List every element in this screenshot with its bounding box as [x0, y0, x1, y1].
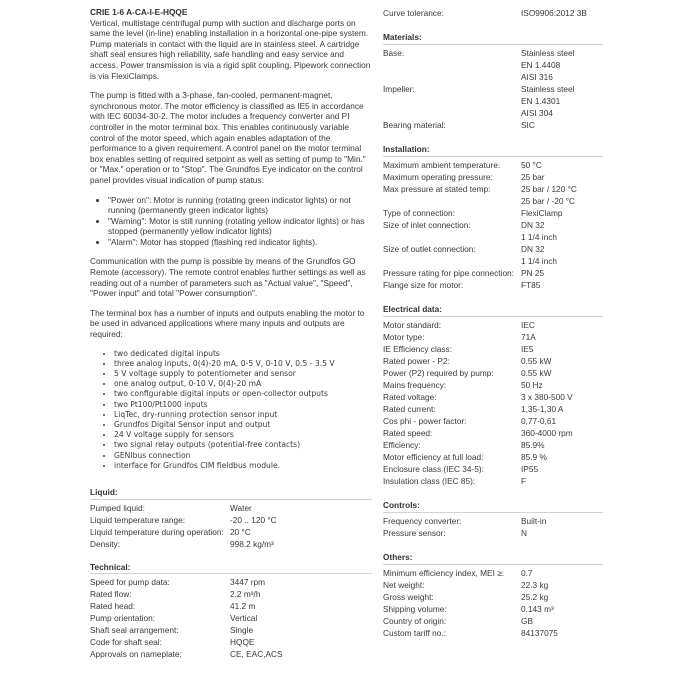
- list-item: • interface for Grundfos CIM fieldbus module.: [114, 461, 372, 471]
- row-label: Rated power - P2:: [383, 356, 450, 366]
- row-label: Base:: [383, 48, 405, 58]
- row-value: 25 bar / -20 °C: [521, 196, 576, 206]
- row-value: 0.55 kW: [521, 356, 552, 366]
- row-value: 0,77-0,61: [521, 416, 557, 426]
- divider: [90, 573, 372, 574]
- divider: [90, 499, 372, 500]
- table-row: [383, 219, 603, 231]
- row-value: DN 32: [521, 220, 545, 230]
- row-label: Maximum ambient temperature:: [383, 160, 501, 170]
- installation-heading: Installation:: [383, 144, 430, 154]
- row-label: Rated head:: [90, 601, 136, 612]
- row-value: AISI 316: [521, 72, 553, 82]
- row-label: Net weight:: [383, 580, 425, 590]
- table-row: [383, 83, 603, 95]
- controls-table: [383, 515, 603, 539]
- row-label: IE Efficiency class:: [383, 344, 453, 354]
- row-label: Mains frequency:: [383, 380, 447, 390]
- list-item: • two dedicated digital inputs: [114, 349, 372, 359]
- row-label: Speed for pump data:: [90, 577, 170, 588]
- row-value: GB: [521, 616, 533, 626]
- row-value: 25.2 kg: [521, 592, 549, 602]
- list-item: • one analog output, 0-10 V, 0(4)-20 mA: [114, 379, 372, 389]
- table-row: [383, 243, 603, 255]
- controls-heading: Controls:: [383, 500, 420, 510]
- row-value: HQQE: [230, 637, 255, 648]
- table-row: [383, 355, 603, 367]
- row-label: Motor standard:: [383, 320, 442, 330]
- row-label: Insulation class (IEC 85):: [383, 476, 476, 486]
- row-value: 2.2 m³/h: [230, 589, 261, 600]
- list-item: • two configurable digital inputs or open-collector outputs: [114, 389, 372, 399]
- left-column: [90, 7, 372, 660]
- row-label: Enclosure class (IEC 34-5):: [383, 464, 484, 474]
- row-value: 998.2 kg/m³: [230, 538, 274, 549]
- row-label: Gross weight:: [383, 592, 434, 602]
- row-value: 360-4000 rpm: [521, 428, 573, 438]
- table-row: [383, 343, 603, 355]
- table-row: [90, 588, 372, 600]
- row-label: Rated speed:: [383, 428, 433, 438]
- motor-paragraph: The pump is fitted with a 3-phase, fan-cooled, permanent-magnet, synchronous motor. The motor efficiency is classified as IE5 in accordance with IEC 60034-30-2. The motor includes a frequency converter and PI controller in the motor terminal box. This enables continuously variable control of the motor speed, which again enables adaptation of the performance to a given requirement. A control panel on the motor terminal box enables setting of required setpoint as well as setting of pump to "Min." or "Max." operation or to "Stop". The Grundfos Eye indicator on the control panel provides visual indication of pump status:: [90, 90, 366, 185]
- row-value: 85.9 %: [521, 452, 547, 462]
- table-row: [383, 183, 603, 195]
- curve-tolerance-table: [383, 7, 603, 19]
- row-value: SIC: [521, 120, 535, 130]
- table-row: [383, 627, 603, 639]
- row-value: Stainless steel: [521, 84, 575, 94]
- electrical-table: [383, 319, 603, 487]
- table-row: [383, 7, 603, 19]
- table-row: [383, 107, 603, 119]
- table-row: [383, 391, 603, 403]
- table-row: [383, 159, 603, 171]
- table-row: [383, 579, 603, 591]
- divider: [383, 512, 603, 513]
- row-label: Rated flow:: [90, 589, 132, 600]
- io-paragraph: The terminal box has a number of inputs and outputs enabling the motor to be used in advanced applications where many inputs and outputs are required:: [90, 307, 365, 340]
- others-table: [383, 567, 603, 639]
- table-row: [383, 171, 603, 183]
- row-value: DN 32: [521, 244, 545, 254]
- row-value: 0.7: [521, 568, 533, 578]
- table-row: [90, 636, 372, 648]
- row-value: 71A: [521, 332, 536, 342]
- table-row: [383, 403, 603, 415]
- row-label: Country of origin:: [383, 616, 447, 626]
- table-row: [90, 502, 372, 514]
- row-label: Custom tariff no.:: [383, 628, 447, 638]
- list-item: • "Power on": Motor is running (rotating green indicator lights) or not running (permanently green indicator lights): [108, 195, 372, 216]
- list-item: • 24 V voltage supply for sensors: [114, 430, 372, 440]
- row-value: IP55: [521, 464, 539, 474]
- table-row: [383, 267, 603, 279]
- table-row: [383, 567, 603, 579]
- table-row: [383, 463, 603, 475]
- liquid-heading: Liquid:: [90, 487, 118, 498]
- materials-table: [383, 47, 603, 131]
- row-label: Minimum efficiency index, MEI ≥:: [383, 568, 505, 578]
- row-value: 22.3 kg: [521, 580, 549, 590]
- others-heading: Others:: [383, 552, 413, 562]
- row-label: Pumped liquid:: [90, 502, 145, 513]
- table-row: [383, 527, 603, 539]
- table-row: [383, 515, 603, 527]
- row-label: Efficiency:: [383, 440, 421, 450]
- row-label: [383, 231, 521, 243]
- table-row: [383, 603, 603, 615]
- row-value: 1 1/4 inch: [521, 232, 557, 242]
- io-list: [96, 349, 372, 471]
- row-value: 0.143 m³: [521, 604, 554, 614]
- table-row: [383, 119, 603, 131]
- row-value: EN 1.4301: [521, 96, 561, 106]
- row-value: CE, EAC,ACS: [230, 649, 283, 660]
- row-value: AISI 304: [521, 108, 553, 118]
- table-row: [90, 526, 372, 538]
- row-label: Shaft seal arrangement:: [90, 625, 179, 636]
- table-row: [90, 576, 372, 588]
- table-row: [383, 331, 603, 343]
- list-item: • two Pt100/Pt1000 inputs: [114, 400, 372, 410]
- table-row: [90, 648, 372, 660]
- row-label: Pump orientation:: [90, 613, 156, 624]
- row-label: Type of connection:: [383, 208, 455, 218]
- row-value: Vertical: [230, 613, 258, 624]
- table-row: [383, 95, 603, 107]
- row-value: 84137075: [521, 628, 558, 638]
- row-value: 0.55 kW: [521, 368, 552, 378]
- installation-table: [383, 159, 603, 291]
- row-label: Frequency converter:: [383, 516, 462, 526]
- row-label: [383, 95, 521, 107]
- row-label: Rated current:: [383, 404, 436, 414]
- row-value: 85.9%: [521, 440, 545, 450]
- product-title: CRIE 1-6 A-CA-I-E-HQQE: [90, 7, 188, 17]
- row-value: ISO9906:2012 3B: [521, 8, 587, 18]
- row-value: Water: [230, 502, 252, 513]
- table-row: [383, 439, 603, 451]
- row-label: [383, 107, 521, 119]
- row-value: 50 Hz: [521, 380, 543, 390]
- table-row: [90, 612, 372, 624]
- row-value: PN 25: [521, 268, 545, 278]
- row-value: 1 1/4 inch: [521, 256, 557, 266]
- divider: [383, 156, 603, 157]
- list-item: • Grundfos Digital Sensor input and output: [114, 420, 372, 430]
- row-label: Code for shaft seal:: [90, 637, 162, 648]
- row-label: Max pressure at stated temp:: [383, 184, 491, 194]
- table-row: [383, 255, 603, 267]
- row-label: Motor type:: [383, 332, 425, 342]
- row-label: Bearing material:: [383, 120, 446, 130]
- table-row: [383, 47, 603, 59]
- table-row: [383, 427, 603, 439]
- row-label: Impeller:: [383, 84, 415, 94]
- row-label: [383, 195, 521, 207]
- divider: [383, 316, 603, 317]
- row-label: Cos phi - power factor:: [383, 416, 467, 426]
- row-value: IE5: [521, 344, 534, 354]
- row-label: Maximum operating pressure:: [383, 172, 493, 182]
- row-value: -20 .. 120 °C: [230, 514, 277, 525]
- row-label: Power (P2) required by pump:: [383, 368, 494, 378]
- technical-table: [90, 576, 372, 660]
- row-value: Single: [230, 625, 254, 636]
- row-value: IEC: [521, 320, 535, 330]
- row-label: Rated voltage:: [383, 392, 437, 402]
- table-row: [383, 591, 603, 603]
- table-row: [383, 279, 603, 291]
- right-column: [383, 7, 603, 639]
- row-value: FlexiClamp: [521, 208, 563, 218]
- row-label: Curve tolerance:: [383, 8, 444, 18]
- row-value: Stainless steel: [521, 48, 575, 58]
- table-row: [383, 231, 603, 243]
- row-label: Flange size for motor:: [383, 280, 464, 290]
- technical-heading: Technical:: [90, 561, 131, 572]
- row-label: Approvals on nameplate:: [90, 649, 182, 660]
- row-value: F: [521, 476, 527, 486]
- row-label: Size of inlet connection:: [383, 220, 471, 230]
- table-row: [90, 600, 372, 612]
- description-paragraph: Vertical, multistage centrifugal pump with suction and discharge ports on same the level (in-line) enabling installation in a horizontal one-pipe system. Pump materials in contact with the liquid are in stainless steel. A cartridge shaft seal ensures high reliability, safe handling and easy service and access. Power transmission is via a rigid split coupling. Pipework connection is via FlexiClamps.: [90, 17, 371, 81]
- row-label: [383, 59, 521, 71]
- table-row: [383, 615, 603, 627]
- table-row: [383, 475, 603, 487]
- divider: [383, 44, 603, 45]
- table-row: [383, 207, 603, 219]
- table-row: [90, 624, 372, 636]
- row-value: 3447 rpm: [230, 577, 266, 588]
- row-value: FT85: [521, 280, 541, 290]
- row-value: 50 °C: [521, 160, 542, 170]
- materials-heading: Materials:: [383, 32, 422, 42]
- electrical-heading: Electrical data:: [383, 304, 443, 314]
- table-row: [383, 379, 603, 391]
- table-row: [90, 538, 372, 550]
- row-value: EN 1.4408: [521, 60, 561, 70]
- table-row: [383, 195, 603, 207]
- row-label: Motor efficiency at full load:: [383, 452, 484, 462]
- communication-paragraph: Communication with the pump is possible by means of the Grundfos GO Remote (accessory). The remote control enables further settings as well as reading out of a number of parameters such as "Actual value", "Speed", "Power input" and total "Power consumption".: [90, 256, 366, 299]
- row-value: 25 bar / 120 °C: [521, 184, 577, 194]
- liquid-table: [90, 502, 372, 550]
- table-row: [90, 514, 372, 526]
- row-value: 1,35-1,30 A: [521, 404, 564, 414]
- row-label: Pressure sensor:: [383, 528, 446, 538]
- table-row: [383, 59, 603, 71]
- row-label: Size of outlet connection:: [383, 244, 476, 254]
- row-value: 25 bar: [521, 172, 545, 182]
- table-row: [383, 319, 603, 331]
- row-label: [383, 255, 521, 267]
- table-row: [383, 415, 603, 427]
- row-label: Liquid temperature during operation:: [90, 526, 224, 537]
- list-item: • "Alarm": Motor has stopped (flashing red indicator lights).: [108, 237, 372, 248]
- row-label: Pressure rating for pipe connection:: [383, 268, 514, 278]
- list-item: • GENIbus connection: [114, 451, 372, 461]
- table-row: [383, 71, 603, 83]
- table-row: [383, 367, 603, 379]
- list-item: • three analog inputs, 0(4)-20 mA, 0-5 V, 0-10 V, 0.5 - 3.5 V: [114, 359, 372, 369]
- row-label: Liquid temperature range:: [90, 514, 186, 525]
- list-item: • LiqTec, dry-running protection sensor input: [114, 410, 372, 420]
- row-value: Built-in: [521, 516, 547, 526]
- row-label: Shipping volume:: [383, 604, 447, 614]
- status-list: [90, 195, 372, 248]
- row-value: N: [521, 528, 527, 538]
- list-item: • two signal relay outputs (potential-free contacts): [114, 440, 372, 450]
- row-value: 41.2 m: [230, 601, 256, 612]
- table-row: [383, 451, 603, 463]
- list-item: • "Warning": Motor is still running (rotating yellow indicator lights) or has stopped (permanently yellow indicator lights): [108, 216, 372, 237]
- divider: [383, 564, 603, 565]
- row-label: Density:: [90, 538, 120, 549]
- row-value: 20 °C: [230, 526, 251, 537]
- row-value: 3 x 380-500 V: [521, 392, 573, 402]
- list-item: • 5 V voltage supply to potentiometer and sensor: [114, 369, 372, 379]
- row-label: [383, 71, 521, 83]
